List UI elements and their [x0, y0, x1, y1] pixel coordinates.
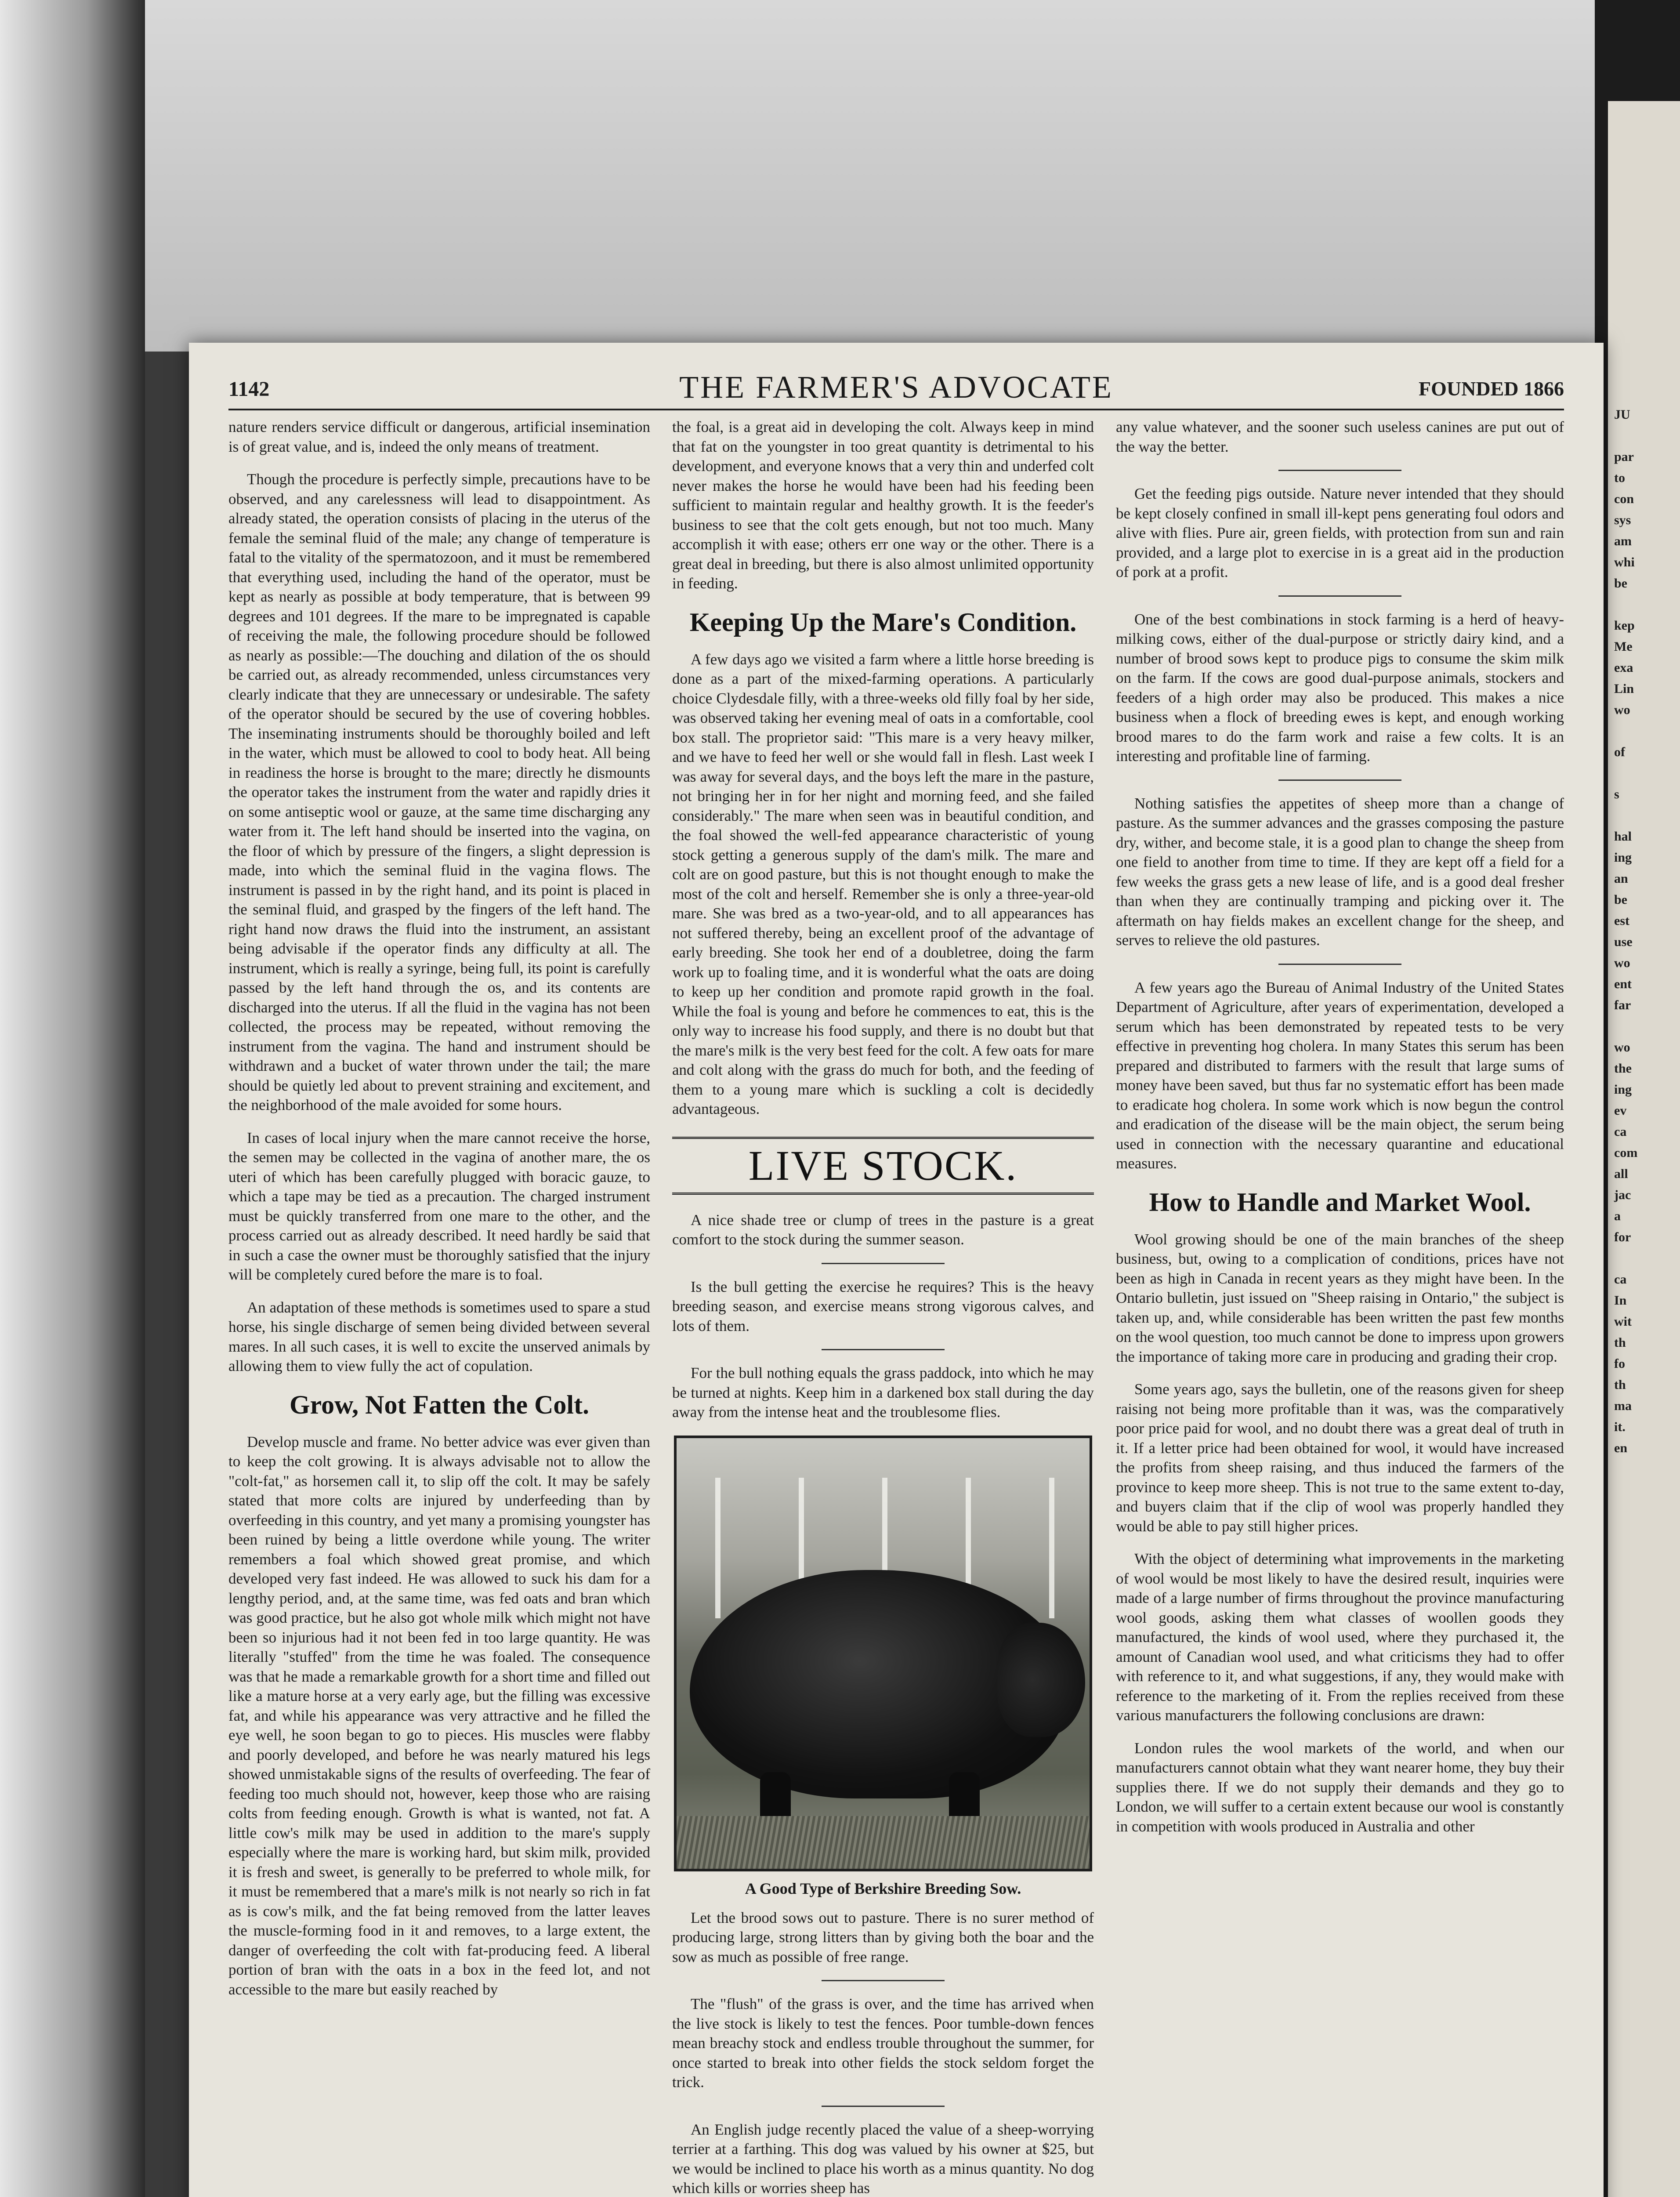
column-2 [672, 417, 1094, 2197]
article-paragraph: Develop muscle and frame. No better advice was ever given than to keep the colt growing. It is always advisable not to allow the "colt-fat," as horsemen call it, to slip off the colt. It may be safely stated that more colts are injured by underfeeding than by overfeeding in this country, and yet many a promising youngster has been ruined by being a little overdone while young. The writer remembers a foal which showed great promise, and which developed very fast indeed. He was allowed to suck his dam for a lengthy period, and, at the same time, was fed oats and bran which was good practice, but he also got whole milk which might not have been so injurious had it not been fed in too large quantity. He was literally "stuffed" from the time he was foaled. The consequence was that he made a remarkable growth for a short time and filled out like a mature horse at a very early age, but the filling was excessive fat, and while his appearance was very attractive and he filled the eye well, he soon began to go to pieces. His muscles were flabby and poorly developed, and before he was nearly matured his legs showed unmistakable signs of the results of overfeeding. The fear of feeding too much should not, however, keep those who are raising colts from feeding enough. Growth is what is wanted, not fat. A little cow's milk may be used in addition to the mare's supply especially where the mare is working hard, but skim milk, provided it is fresh and sweet, is generally to be preferred to whole milk, for it must be remembered that a mare's milk is not nearly so rich in fat as is cow's milk, and the fat being removed from the latter leaves the muscle-forming food in it and removes, to a large extent, the danger of overfeeding the colt with fat-producing feed. A liberal portion of bran with the oats in a box in the feed lot, and not accessible to the mare but easily reached by [228, 1433, 650, 1998]
divider [1278, 964, 1401, 965]
article-paragraph: any value whatever, and the sooner such useless canines are put out of the way the better. [1116, 418, 1564, 455]
berkshire-sow-photo [674, 1436, 1092, 1871]
article-paragraph: Let the brood sows out to pasture. There is no surer method of producing large, strong litters than by giving both the boar and the sow as much as possible of free range. [672, 1909, 1094, 1965]
article-paragraph: Is the bull getting the exercise he requires? This is the heavy breeding season, and exercise means strong vigorous calves, and lots of them. [672, 1278, 1094, 1334]
article-paragraph: Wool growing should be one of the main branches of the sheep business, but, owing to a complication of conditions, prices have not been as high in Canada in recent years as they might have been. In the Ontario bulletin, just issued on "Sheep raising in Ontario," the subject is taken up, and, while considerable has been written the past few months on the wool question, too much cannot be done to impress upon growers the importance of taking more care in producing and grading their crop. [1116, 1230, 1564, 1365]
column-1 [228, 417, 650, 2012]
article-paragraph: An English judge recently placed the value of a sheep-worrying terrier at a farthing. This dog was valued by his owner at $25, but we would be inclined to place his worth as a minus quantity. No dog which kills or worries sheep has [672, 2121, 1094, 2197]
column-3 [1116, 417, 1564, 1849]
adjacent-page-text: JU par to con sys am whi be kep Me exa Lin wo of s hal ing an be est use wo ent far wo the ing ev ca com all jac a for ca In wit th fo th ma it. en [1614, 407, 1638, 1455]
headline-mares-condition: Keeping Up the Mare's Condition. [689, 607, 1077, 637]
masthead: THE FARMER'S ADVOCATE [679, 370, 1113, 405]
photo-figure [672, 1436, 1094, 1898]
article-paragraph: nature renders service difficult or dangerous, artificial insemination is of great value, and is, indeed the only means of treatment. [228, 418, 650, 455]
article-paragraph: A nice shade tree or clump of trees in the pasture is a great comfort to the stock during the summer season. [672, 1211, 1094, 1248]
article-paragraph: Though the procedure is perfectly simple, precautions have to be observed, and any carelessness will lead to disappointment. As already stated, the operation consists of placing in the uterus of the female the seminal fluid of the male; any change of temperature is fatal to the vitality of the spermatozoon, and it must be remembered that everything used, including the hand of the operator, must be kept as nearly as possible at body temperature, that is between 99 degrees and 101 degrees. If the mare to be impregnated is capable of receiving the male, the following procedure should be followed as nearly as possible:—The douching and dilation of the os should be carried out, as already recommended, unless circumstances very clearly indicate that they are unnecessary or undesirable. The safety of the operator should be secured by the use of covering hobbles. The inseminating instruments should be thoroughly boiled and left in the water, which must be allowed to cool to body heat. All being in readiness the horse is brought to the mare; directly he dismounts the operator takes the instrument from the water and rapidly dries it on some antiseptic wool or gauze, at the same time discharging any water from it. The left hand should be inserted into the vagina, on the floor of which by pressure of the fingers, a slight depression is made, into which the seminal fluid in the vagina flows. The instrument is passed in by the right hand, and its point is placed in the seminal fluid, and grasped by the fingers of the left hand. The right hand now draws the fluid into the instrument, an assistant being advisable if the operator finds any difficulty at all. The instrument, which is really a syringe, being full, its point is carefully passed by the left hand through the os, and its contents are discharged into the uterus. If all the fluid in the vagina has not been collected, the process may be repeated, without removing the instrument from the vagina. The hand and instrument should be withdrawn and a bucket of water thrown under the tail; the mare should be quietly led about to prevent straining and excitement, and the neighborhood of the male avoided for some hours. [228, 471, 650, 1113]
divider [822, 1349, 945, 1350]
page-header [228, 369, 1564, 410]
founded-date: FOUNDED 1866 [1419, 377, 1564, 400]
newspaper-page [189, 343, 1604, 2197]
page-number: 1142 [228, 377, 270, 401]
article-paragraph: The "flush" of the grass is over, and the time has arrived when the live stock is likely to test the fences. Poor tumble-down fences mean breachy stock and endless trouble throughout the summer, for once started to break into other fields the stock seldom forget the trick. [672, 1995, 1094, 2091]
article-paragraph: A few years ago the Bureau of Animal Industry of the United States Department of Agriculture, after years of experimentation, developed a serum which has been demonstrated by repeated tests to be very effective in preventing hog cholera. In many States this serum has been prepared and distributed to farmers with the result that large sums of money have been saved, but thus far no systematic effort has been made to eradicate hog cholera. In some work which is now begun the control and eradication of the disease will be the main object, the serum being used in connection with the necessary quarantine and educational measures. [1116, 979, 1564, 1172]
article-paragraph: With the object of determining what improvements in the marketing of wool would be most likely to have the desired result, inquiries were made of a large number of firms throughout the province manufacturing wool goods, asking them what classes of woollen goods they manufactured, the kinds of wool used, where they purchased it, the amount of Canadian wool used, and what criticisms they had to offer with reference to it, and what suggestions, if any, they would make with reference to the marketing of it. From the replies received from these various manufacturers the following conclusions are drawn: [1116, 1550, 1564, 1724]
scanner-background-top [0, 0, 1680, 352]
article-paragraph: London rules the wool markets of the world, and when our manufacturers cannot obtain what they want nearer home, they buy their supplies there. If we do not supply their demands and they go to London, we will suffer to a certain extent because our wool is constantly in competition with wools produced in Australia and other [1116, 1739, 1564, 1835]
divider [822, 1263, 945, 1264]
article-paragraph: An adaptation of these methods is sometimes used to spare a stud horse, his single discharge of semen being divided between several mares. In all such cases, it is well to excite the unserved animals by allowing them to view fully the act of copulation. [228, 1298, 650, 1374]
photo-caption: A Good Type of Berkshire Breeding Sow. [745, 1879, 1021, 1897]
headline-grow-not-fatten: Grow, Not Fatten the Colt. [289, 1390, 590, 1419]
sow-head [997, 1623, 1085, 1737]
divider [1278, 470, 1401, 471]
grass-foreground [677, 1816, 1090, 1869]
article-paragraph: In cases of local injury when the mare cannot receive the horse, the semen may be collected in the vagina of another mare, the os uteri of which has been carefully plugged with boracic gauze, to which a tape may be tied as a precaution. The charged instrument must be quickly transferred from one mare to the other, and the process carried out as already described. It need hardly be said that in such a case the owner must be thoroughly satisfied that the injury will be completely cured before the mare is to foal. [228, 1129, 650, 1283]
article-paragraph: For the bull nothing equals the grass paddock, into which he may be turned at nights. Keep him in a darkened box stall during the day away from the intense heat and the troublesome flies. [672, 1364, 1094, 1421]
article-paragraph: One of the best combinations in stock farming is a herd of heavy-milking cows, either of the dual-purpose or strictly dairy kind, and a number of brood sows kept to produce pigs to consume the skim milk on the farm. If the cows are good dual-purpose animals, stockers and feeders of a high order may also be produced. This makes a nice business when a flock of breeding ewes is kept, and enough working brood mares to do the farm work and raise a few colts. It is an interesting and profitable line of farming. [1116, 610, 1564, 765]
article-paragraph: Get the feeding pigs outside. Nature never intended that they should be kept closely confined in small ill-kept pens generating foul odors and alive with flies. Pure air, green fields, with protection from sun and rain provided, and a large plot to exercise in is a great aid in the production of pork at a profit. [1116, 485, 1564, 580]
headline-market-wool: How to Handle and Market Wool. [1149, 1187, 1531, 1217]
divider [1278, 595, 1401, 597]
divider [822, 2106, 945, 2107]
adjacent-page-edge [1608, 101, 1680, 2197]
article-paragraph: Some years ago, says the bulletin, one of the reasons given for sheep raising not being more profitable than it was, was the comparatively poor price paid for wool, and no doubt there was a great deal of truth in it. If a letter price had been obtained for wool, it would have increased the profits from sheep raising, and thus induced the farmers of the province to keep more sheep. This is not true to the same extent to-day, and buyers claim that if the clip of wool was properly handled they would be able to pay still higher prices. [1116, 1381, 1564, 1535]
article-paragraph: A few days ago we visited a farm where a little horse breeding is done as a part of the mixed-farming operations. A particularly choice Clydesdale filly, with a three-weeks old filly foal by her side, was observed taking her evening meal of oats in a comfortable, cool box stall. The proprietor said: "This mare is a very heavy milker, and we have to feed her well or she would fall in flesh. Last week I was away for several days, and the boys left the mare in the pasture, not bringing her in for her night and morning feed, and she failed considerably." The mare when seen was in beautiful condition, and the foal showed the well-fed appearance characteristic of young stock getting a generous supply of the dam's milk. The mare and colt are on good pasture, but this is not thought enough to make the most of the colt and herself. Remember she is only a three-year-old mare. She was bred as a two-year-old, and to all appearances has not suffered thereby, being an excellent proof of the advantage of early breeding. She took her end of a doubletree, doing the farm work up to foaling time, and it is wonderful what the oats are doing to keep up her condition and promote rapid growth in the foal. While the foal is young and before he commences to eat, this is the only way to increase his food supply, and there is no doubt but that the mare's milk is the very best feed for the colt. A few oats for mare and colt along with the grass do much for both, and the feeding of them to a young mare which is suckling a colt is decidedly advantageous. [672, 650, 1094, 1117]
article-paragraph: Nothing satisfies the appetites of sheep more than a change of pasture. As the summer advances and the grasses composing the pasture dry, wither, and become stale, it is a good plan to change the sheep from one field to another from time to time. If they are kept off a field for a few weeks the grass gets a new lease of life, and is a good deal fresher than when they are continually tramping and picking over it. The aftermath on hay fields makes an excellent change for the sheep, and serves to relieve the old pastures. [1116, 794, 1564, 949]
section-heading-live-stock: LIVE STOCK. [672, 1137, 1094, 1195]
divider [822, 1980, 945, 1981]
divider [1278, 779, 1401, 781]
article-paragraph: the foal, is a great aid in developing the colt. Always keep in mind that fat on the youngster in too great quantity is detrimental to his development, and everyone knows that a very thin and underfed colt never makes the horse he would have been had his feeding been sufficient to maintain regular and healthy growth. It is the feeder's business to see that the colt gets enough, but not too much. Many accomplish it with ease; others err one way or the other. There is a great deal in breeding, but there is also almost unlimited opportunity in feeding. [672, 418, 1094, 592]
scanner-background-left [0, 0, 145, 2197]
